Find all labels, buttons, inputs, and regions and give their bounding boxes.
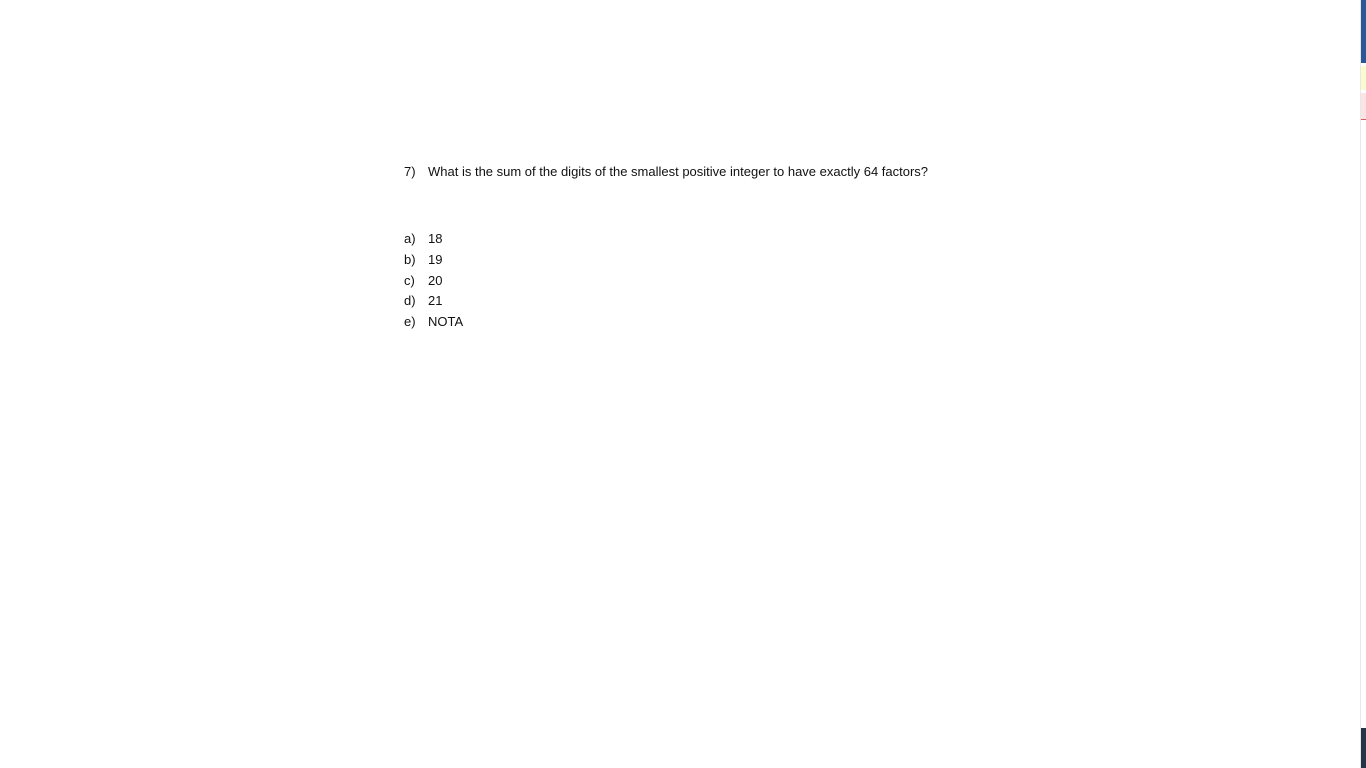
choice-value: NOTA bbox=[428, 314, 464, 330]
choice-a bbox=[404, 231, 463, 252]
choice-value: 20 bbox=[428, 272, 443, 288]
choice-letter: e) bbox=[404, 314, 416, 330]
choice-value: 19 bbox=[428, 251, 443, 267]
choice-letter: d) bbox=[404, 293, 416, 309]
choice-letter: a) bbox=[404, 231, 416, 246]
question-text: What is the sum of the digits of the smallest positive integer to have exactly 64 factors? bbox=[428, 164, 929, 179]
question-number: 7) bbox=[404, 164, 416, 179]
choice-letter: b) bbox=[404, 251, 416, 267]
edge-yellow-segment[interactable] bbox=[1361, 66, 1366, 90]
choice-c bbox=[404, 273, 463, 294]
choice-letter: c) bbox=[404, 272, 415, 288]
choice-d bbox=[404, 293, 463, 314]
edge-pink-segment[interactable] bbox=[1361, 93, 1366, 120]
choice-e bbox=[404, 314, 463, 335]
edge-dark-segment[interactable] bbox=[1361, 728, 1366, 768]
choice-value: 21 bbox=[428, 293, 443, 309]
question bbox=[404, 164, 928, 180]
choice-b bbox=[404, 252, 463, 273]
right-edge-strip bbox=[1360, 0, 1366, 768]
choice-value: 18 bbox=[428, 231, 443, 246]
edge-blue-segment[interactable] bbox=[1361, 0, 1366, 63]
answer-choices bbox=[404, 231, 463, 335]
